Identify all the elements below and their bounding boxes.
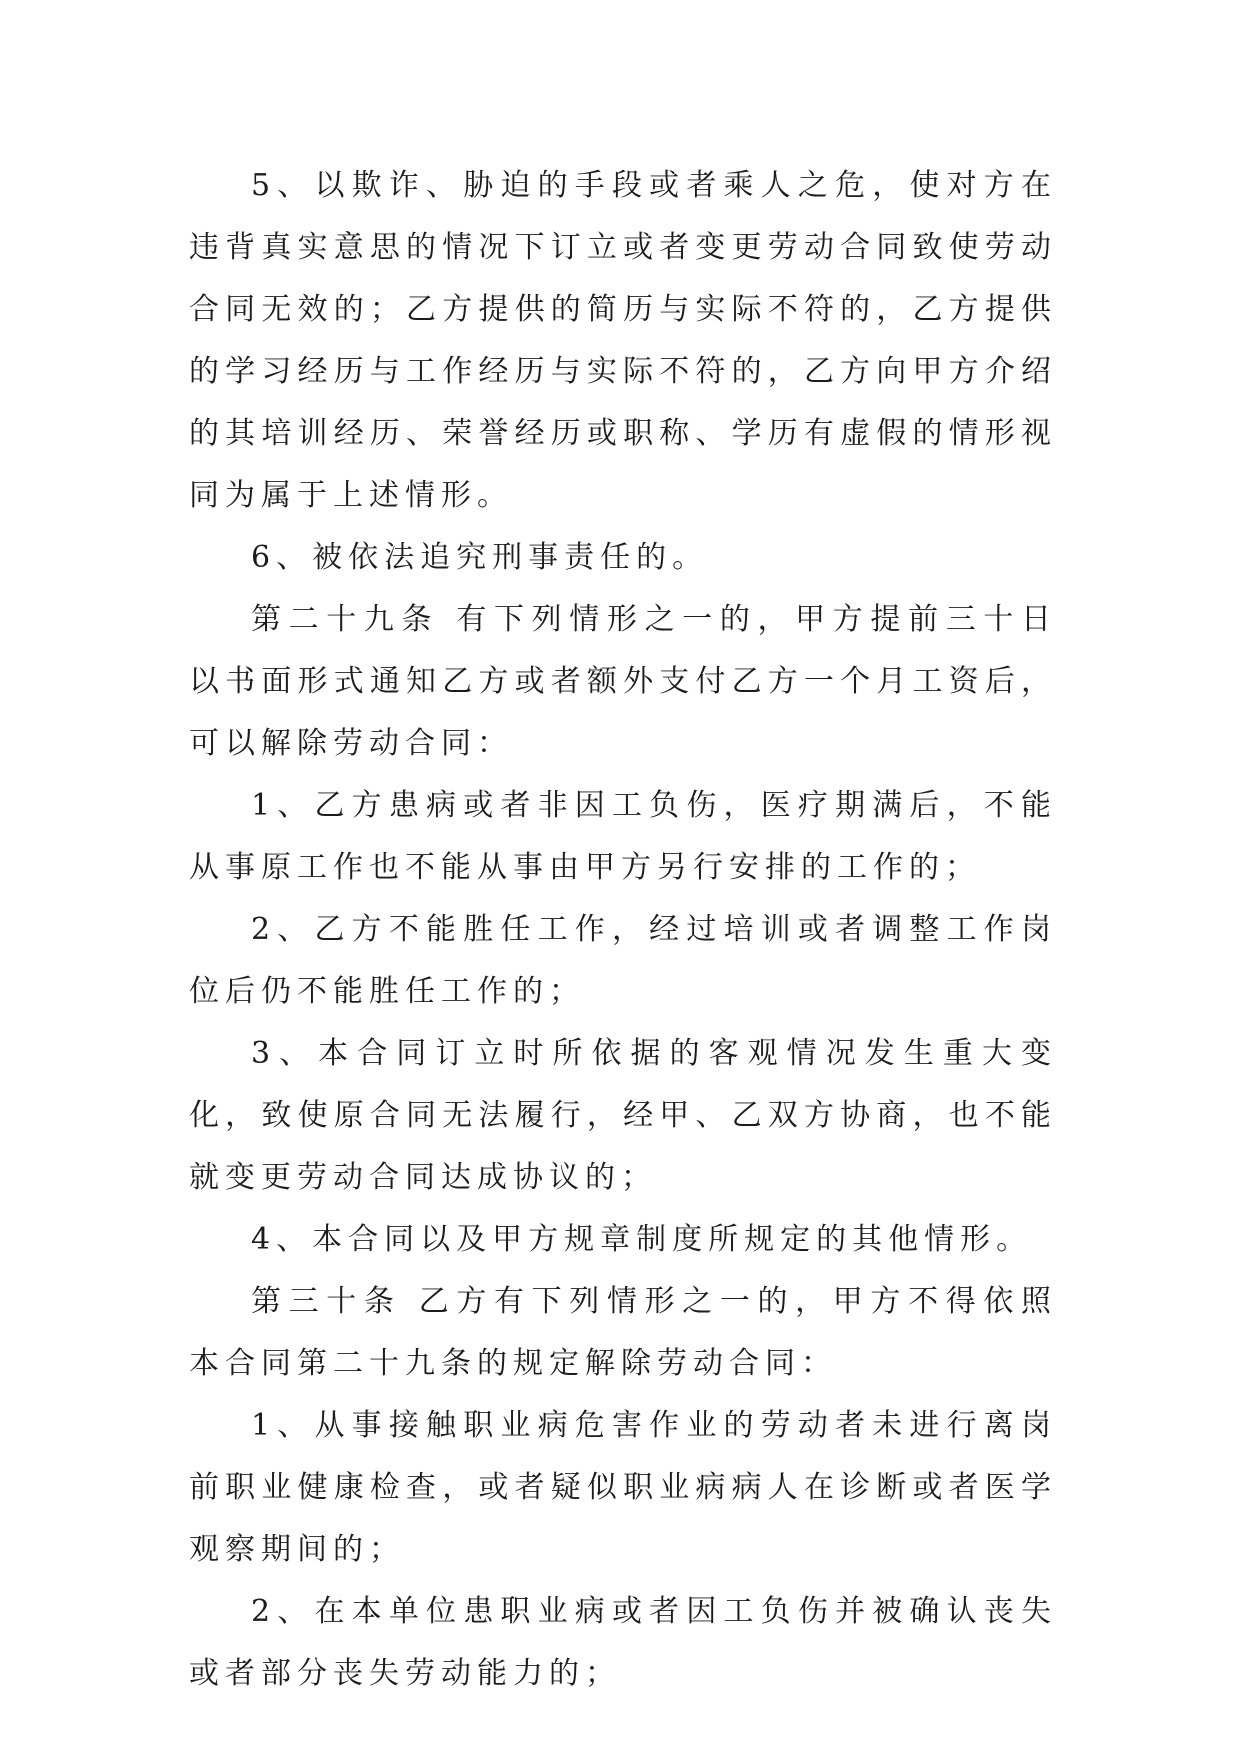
paragraph-article-29-item-3: 3、本合同订立时所依据的客观情况发生重大变化，致使原合同无法履行，经甲、乙双方协商，也不能就变更劳动合同达成协议的；: [189, 1036, 1057, 1195]
paragraph-clause-5: 5、以欺诈、胁迫的手段或者乘人之危，使对方在违背真实意思的情况下订立或者变更劳动合同致使劳动合同无效的；乙方提供的简历与实际不符的，乙方提供的学习经历与工作经历与实际不符的，乙方向甲方介绍的其培训经历、荣誉经历或职称、学历有虚假的情形视同为属于上述情形。: [189, 168, 1057, 513]
paragraph-article-29-item-4: 4、本合同以及甲方规章制度所规定的其他情形。: [251, 1222, 1033, 1257]
document-body: [189, 155, 1057, 1705]
paragraph-article-29-item-1: 1、乙方患病或者非因工负伤，医疗期满后，不能从事原工作也不能从事由甲方另行安排的工作的；: [189, 788, 1057, 885]
paragraph-clause-6: 6、被依法追究刑事责任的。: [251, 540, 709, 575]
paragraph-article-29-item-2: 2、乙方不能胜任工作，经过培训或者调整工作岗位后仍不能胜任工作的；: [189, 912, 1057, 1009]
paragraph-article-29: 第二十九条 有下列情形之一的，甲方提前三十日以书面形式通知乙方或者额外支付乙方一个月工资后，可以解除劳动合同：: [189, 602, 1057, 761]
paragraph-article-30-item-1: 1、从事接触职业病危害作业的劳动者未进行离岗前职业健康检查，或者疑似职业病病人在诊断或者医学观察期间的；: [189, 1408, 1057, 1567]
paragraph-article-30-item-2: 2、在本单位患职业病或者因工负伤并被确认丧失或者部分丧失劳动能力的；: [189, 1594, 1057, 1691]
paragraph-article-30: 第三十条 乙方有下列情形之一的，甲方不得依照本合同第二十九条的规定解除劳动合同：: [189, 1284, 1057, 1381]
